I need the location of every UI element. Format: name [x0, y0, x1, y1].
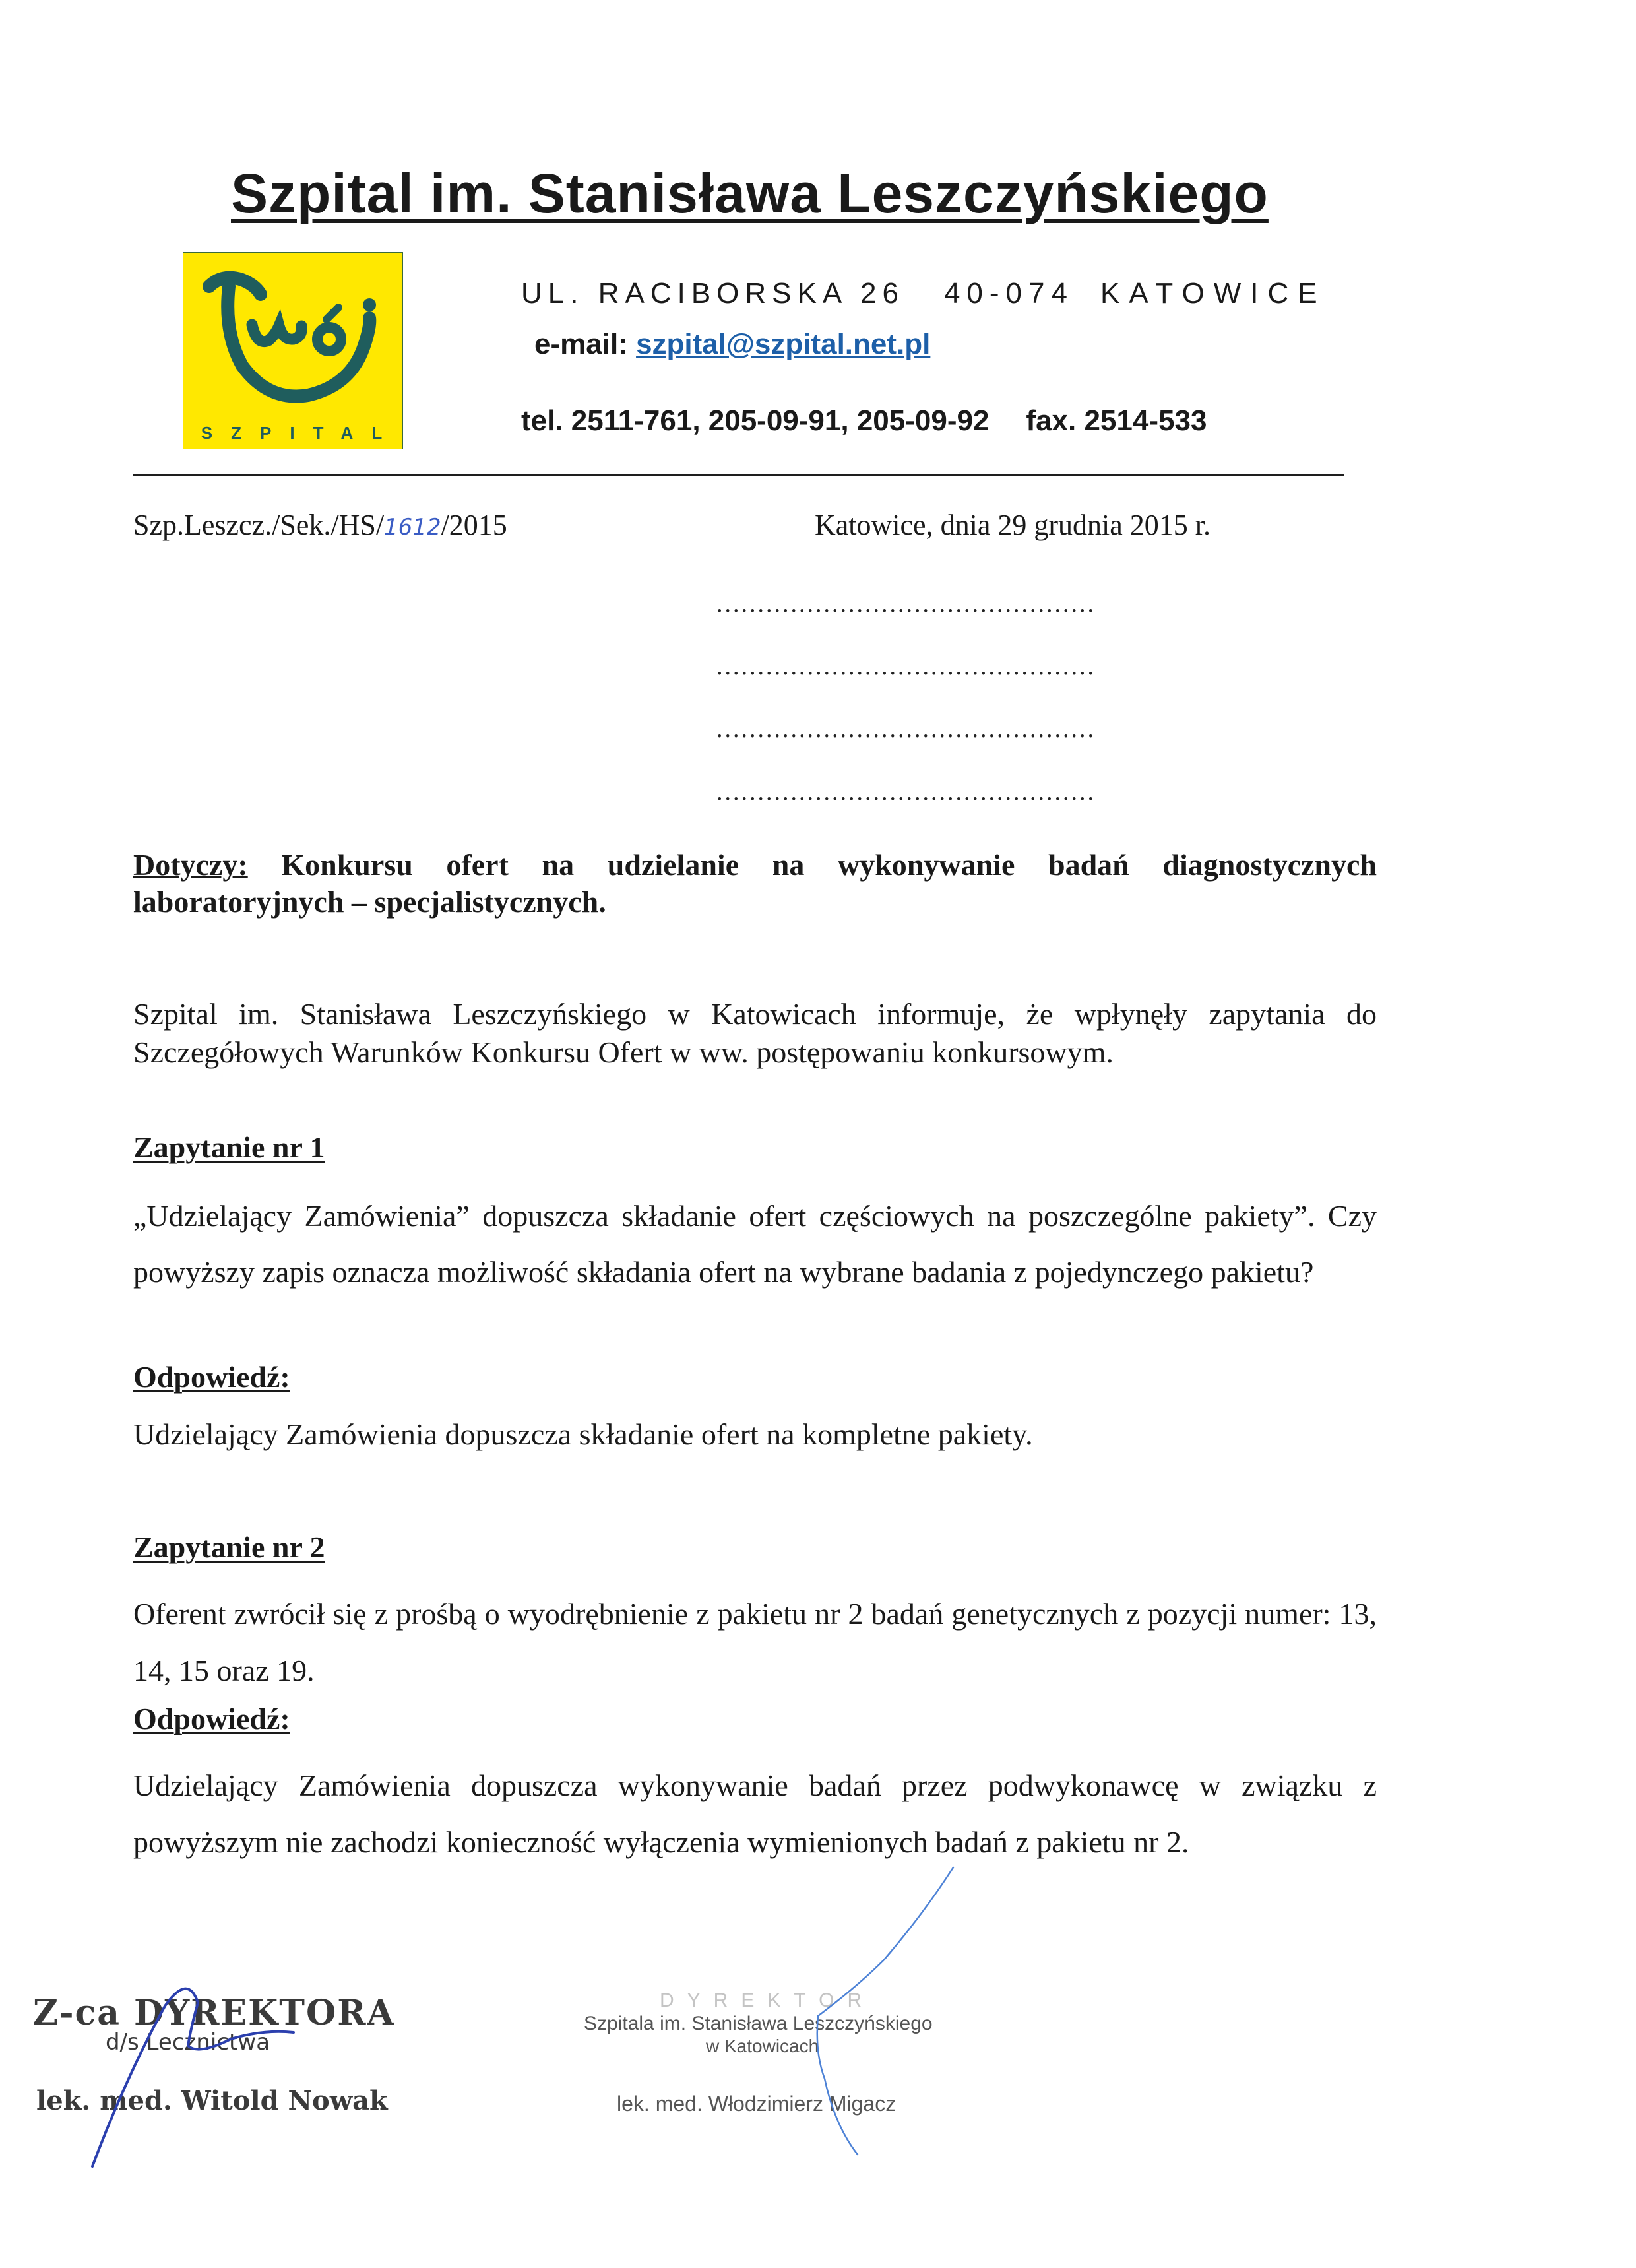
address-postal-code: 40-074 — [943, 277, 1074, 309]
left-stamp-title: Z-ca DYREKTORA — [33, 1993, 395, 2033]
right-stamp-organization: Szpitala im. Stanisława Leszczyńskiego — [584, 2013, 933, 2034]
recipient-line: .............................................. — [716, 715, 1096, 743]
recipient-line: .............................................. — [716, 590, 1096, 618]
answer-2-heading: Odpowiedź: — [133, 1702, 290, 1735]
right-stamp-faded-title: DYREKTOR — [660, 1990, 875, 2011]
answer-2-text: Udzielający Zamówienia dopuszcza wykonywanie badań przez podwykonawcę w związku z powyższym nie zachodzi konieczność wyłączenia wymienionych badań z pakietu nr 2. — [133, 1768, 1377, 1859]
email-link[interactable]: szpital@szpital.net.pl — [636, 328, 931, 360]
answer-1-heading: Odpowiedź: — [133, 1360, 290, 1394]
phone-line — [521, 405, 1207, 437]
subject — [133, 847, 1377, 921]
address-line — [521, 277, 1327, 310]
hospital-title: Szpital im. Stanisława Leszczyńskiego — [231, 162, 1269, 224]
letter-date: Katowice, dnia 29 grudnia 2015 r. — [815, 509, 1211, 541]
answer-1-text: Udzielający Zamówienia dopuszcza składanie ofert na kompletne pakiety. — [133, 1417, 1033, 1451]
reference-number — [133, 508, 507, 542]
right-stamp-city: w Katowicach — [706, 2036, 819, 2056]
question-1-heading: Zapytanie nr 1 — [133, 1130, 325, 1164]
phone-numbers: tel. 2511-761, 205-09-91, 205-09-92 — [521, 405, 990, 437]
right-stamp-name: lek. med. Włodzimierz Migacz — [617, 2092, 897, 2116]
subject-label: Dotyczy: — [133, 848, 248, 882]
fax-number: fax. 2514-533 — [1026, 405, 1207, 437]
email-label: e-mail: — [534, 328, 628, 360]
logo-smile-icon — [183, 253, 402, 449]
question-2-heading: Zapytanie nr 2 — [133, 1530, 325, 1564]
logo-caption: SZPITAL — [201, 423, 401, 443]
intro-paragraph: Szpital im. Stanisława Leszczyńskiego w Katowicach informuje, że wpłynęły zapytania do Szczegółowych Warunków Konkursu Ofert w ww. postępowaniu konkursowym. — [133, 997, 1377, 1069]
left-stamp-department: d/s Lecznictwa — [106, 2029, 270, 2056]
question-2-text: Oferent zwrócił się z prośbą o wyodrębnienie z pakietu nr 2 badań genetycznych z pozycji numer: 13, 14, 15 oraz 19. — [133, 1597, 1377, 1687]
reference-suffix: /2015 — [441, 509, 507, 541]
reference-handwritten-number: 1612 — [384, 514, 441, 540]
email-line — [534, 328, 930, 361]
left-stamp-name: lek. med. Witold Nowak — [36, 2085, 388, 2116]
address-street: UL. RACIBORSKA 26 — [521, 277, 904, 309]
recipient-line: .............................................. — [716, 778, 1096, 806]
hospital-logo — [183, 252, 403, 449]
recipient-line: .............................................. — [716, 653, 1096, 680]
question-1-text: „Udzielający Zamówienia” dopuszcza składanie ofert częściowych na poszczególne pakiety”. Czy powyższy zapis oznacza możliwość składania ofert na wybrane badania z pojedynczego pakietu? — [133, 1199, 1377, 1289]
header-divider — [133, 474, 1344, 476]
subject-text: Konkursu ofert na udzielanie na wykonywanie badań diagnostycznych laboratoryjnych – specjalistycznych. — [133, 848, 1377, 919]
reference-prefix: Szp.Leszcz./Sek./HS/ — [133, 509, 385, 541]
address-city: KATOWICE — [1100, 277, 1327, 309]
